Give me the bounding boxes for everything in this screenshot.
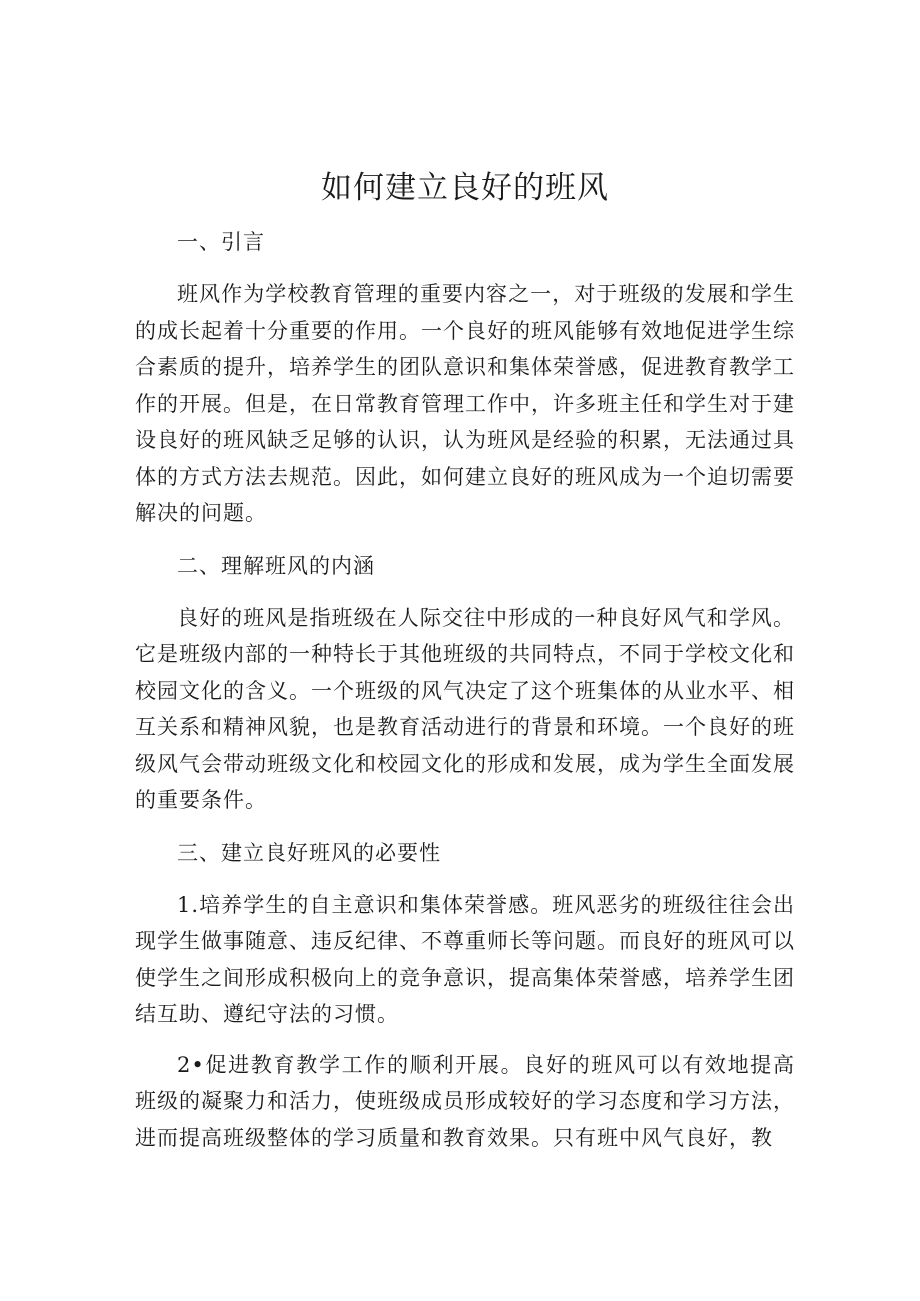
- section-necessity: [135, 833, 795, 1157]
- section-heading-meaning: 二、理解班风的内涵: [177, 553, 375, 578]
- paragraph-necessity-1: 1.培养学生的自主意识和集体荣誉感。班风恶劣的班级往往会出现学生做事随意、违反纪律、不尊重师长等问题。而良好的班风可以使学生之间形成积极向上的竞争意识，提高集体荣誉感，培养学生团结互助、遵纪守法的习惯。: [135, 892, 795, 1026]
- paragraph-introduction: 班风作为学校教育管理的重要内容之一，对于班级的发展和学生的成长起着十分重要的作用。一个良好的班风能够有效地促进学生综合素质的提升，培养学生的团队意识和集体荣誉感，促进教育教学工作的开展。但是，在日常教育管理工作中，许多班主任和学生对于建设良好的班风缺乏足够的认识，认为班风是经验的积累，无法通过具体的方式方法去规范。因此，如何建立良好的班风成为一个迫切需要解决的问题。: [135, 282, 795, 525]
- paragraph-necessity-2: 2•促进教育教学工作的顺利开展。良好的班风可以有效地提高班级的凝聚力和活力，使班级成员形成较好的学习态度和学习方法，进而提高班级整体的学习质量和教育效果。只有班中风气良好，教: [135, 1052, 795, 1150]
- section-heading-introduction: 一、引言: [177, 230, 265, 254]
- paragraph-meaning: 良好的班风是指班级在人际交往中形成的一种良好风气和学风。它是班级内部的一种特长于其他班级的共同特点，不同于学校文化和校园文化的含义。一个班级的风气决定了这个班集体的从业水平、相互关系和精神风貌，也是教育活动进行的背景和环境。一个良好的班级风气会带动班级文化和校园文化的形成和发展，成为学生全面发展的重要条件。: [135, 605, 795, 812]
- section-introduction: [135, 222, 795, 532]
- document-page: [135, 160, 795, 1170]
- section-heading-necessity: 三、建立良好班风的必要性: [177, 840, 441, 865]
- document-title: 如何建立良好的班风: [321, 170, 609, 206]
- section-meaning: [135, 546, 795, 819]
